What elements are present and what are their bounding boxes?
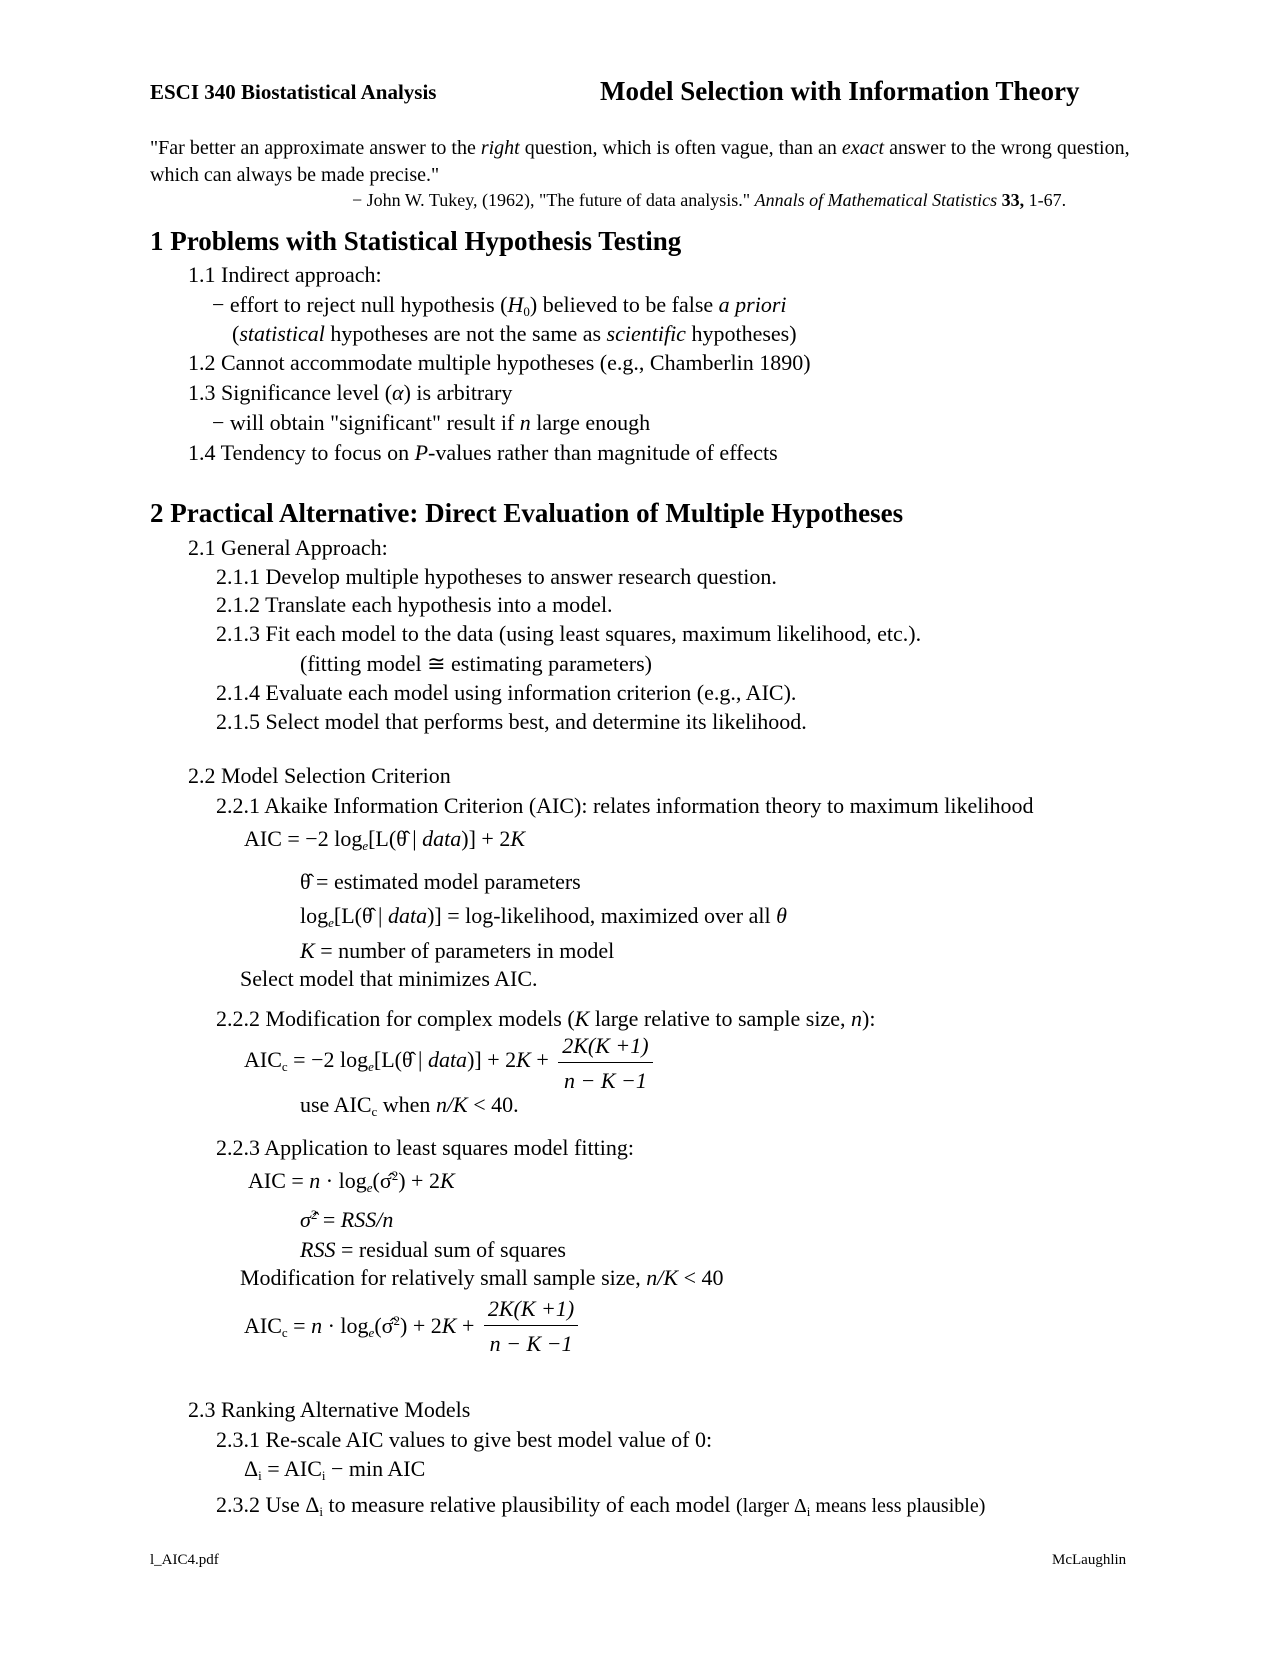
footer-author: McLaughlin (1052, 1552, 1127, 1568)
def-log-likelihood: $\log_e[L(\thetâ$ | data)] = log-likelihood, maximized over all θ (300, 903, 787, 930)
aic-equation: AIC = −2 $\log_e[L(\thetâ$ | data)] + 2K (244, 826, 526, 853)
item-1-1: 1.1 Indirect approach: (188, 262, 382, 287)
use-aicc-note: use $AIC_c$ when n/K < 40. (300, 1092, 519, 1119)
small-sample-note: Modification for relatively small sample size, n/K < 40 (240, 1265, 724, 1290)
item-2-3-1: 2.3.1 Re-scale AIC values to give best model value of 0: (216, 1427, 713, 1452)
item-2-1-2: 2.1.2 Translate each hypothesis into a model. (216, 592, 613, 617)
tukey-quote: "Far better an approximate answer to the right question, which is often vague, than an exact answer to the wrong question, which can always be made precise." (150, 137, 1130, 186)
item-2-1: 2.1 General Approach: (188, 535, 388, 560)
item-1-2: 1.2 Cannot accommodate multiple hypotheses (e.g., Chamberlin 1890) (188, 350, 811, 375)
aicc-equation: $AIC_c = -2$ $\log_e[L(\thetâ$ | data)] + 2K + $\frac{2K(K +1)}{n - K -1}$ (244, 1032, 653, 1095)
select-min-aic: Select model that minimizes AIC. (240, 966, 538, 991)
aicc-denominator: n − K −1 (563, 1068, 647, 1093)
def-K: K = number of parameters in model (300, 938, 615, 963)
item-2-2-3: 2.2.3 Application to least squares model fitting: (216, 1135, 634, 1160)
item-2-1-1: 2.1.1 Develop multiple hypotheses to answer research question. (216, 564, 777, 589)
item-2-1-4: 2.1.4 Evaluate each model using information criterion (e.g., AIC). (216, 680, 797, 705)
item-1-1-a: − effort to reject null hypothesis $(H_0)$ believed to be false a priori (212, 292, 787, 319)
course-title: ESCI 340 Biostatistical Analysis (150, 80, 437, 104)
def-rss: RSS = residual sum of squares (300, 1237, 566, 1262)
item-2-2: 2.2 Model Selection Criterion (188, 763, 451, 788)
aicc-ls-numerator: 2K(K +1) (484, 1295, 578, 1326)
item-1-3-a: − will obtain "significant" result if n large enough (212, 410, 651, 435)
delta-equation: $\Delta_i = AIC_i - \min$ AIC (244, 1456, 426, 1483)
aicc-ls-denominator: n − K −1 (489, 1331, 573, 1356)
def-sigma: σ̂$^2$ = RSS/n (300, 1207, 394, 1232)
item-1-4: 1.4 Tendency to focus on P-values rather than magnitude of effects (188, 440, 778, 465)
item-2-2-2: 2.2.2 Modification for complex models (K large relative to sample size, n): (216, 1006, 876, 1031)
aicc-ls-equation: $AIC_c = n$ · $\log_e(\sigmâ^2) + 2K$ + $\frac{2K(K +1)}{n - K -1}$ (244, 1295, 578, 1358)
section-2-heading: 2 Practical Alternative: Direct Evaluation of Multiple Hypotheses (150, 498, 904, 528)
footer-filename: l_AIC4.pdf (150, 1552, 219, 1568)
item-1-1-b: (statistical hypotheses are not the same as scientific hypotheses) (232, 321, 797, 346)
quote-attribution: − John W. Tukey, (1962), "The future of data analysis." Annals of Mathematical Statistics 33, 1-67. (352, 190, 1067, 210)
item-2-2-1: 2.2.1 Akaike Information Criterion (AIC): relates information theory to maximum likelihood (216, 793, 1034, 818)
item-2-1-3: 2.1.3 Fit each model to the data (using least squares, maximum likelihood, etc.). (216, 621, 922, 646)
item-2-1-3-note: (fitting model ≅ estimating parameters) (300, 651, 652, 676)
item-1-3: 1.3 Significance level (α) is arbitrary (188, 380, 513, 405)
def-theta: θ̂ = estimated model parameters (300, 869, 581, 894)
item-2-1-5: 2.1.5 Select model that performs best, and determine its likelihood. (216, 709, 807, 734)
section-1-heading: 1 Problems with Statistical Hypothesis Testing (150, 226, 682, 256)
page-title: Model Selection with Information Theory (600, 76, 1080, 106)
item-2-3-2: 2.3.2 Use $\Delta_i$ to measure relative plausibility of each model (larger $\Delta_i$ means less plausible) (216, 1492, 986, 1519)
aic-ls-equation: AIC = $n \cdot \log_e(\sigmâ^2) + 2K$ (248, 1168, 455, 1195)
aicc-numerator: 2K(K +1) (558, 1032, 652, 1063)
item-2-3: 2.3 Ranking Alternative Models (188, 1397, 471, 1422)
